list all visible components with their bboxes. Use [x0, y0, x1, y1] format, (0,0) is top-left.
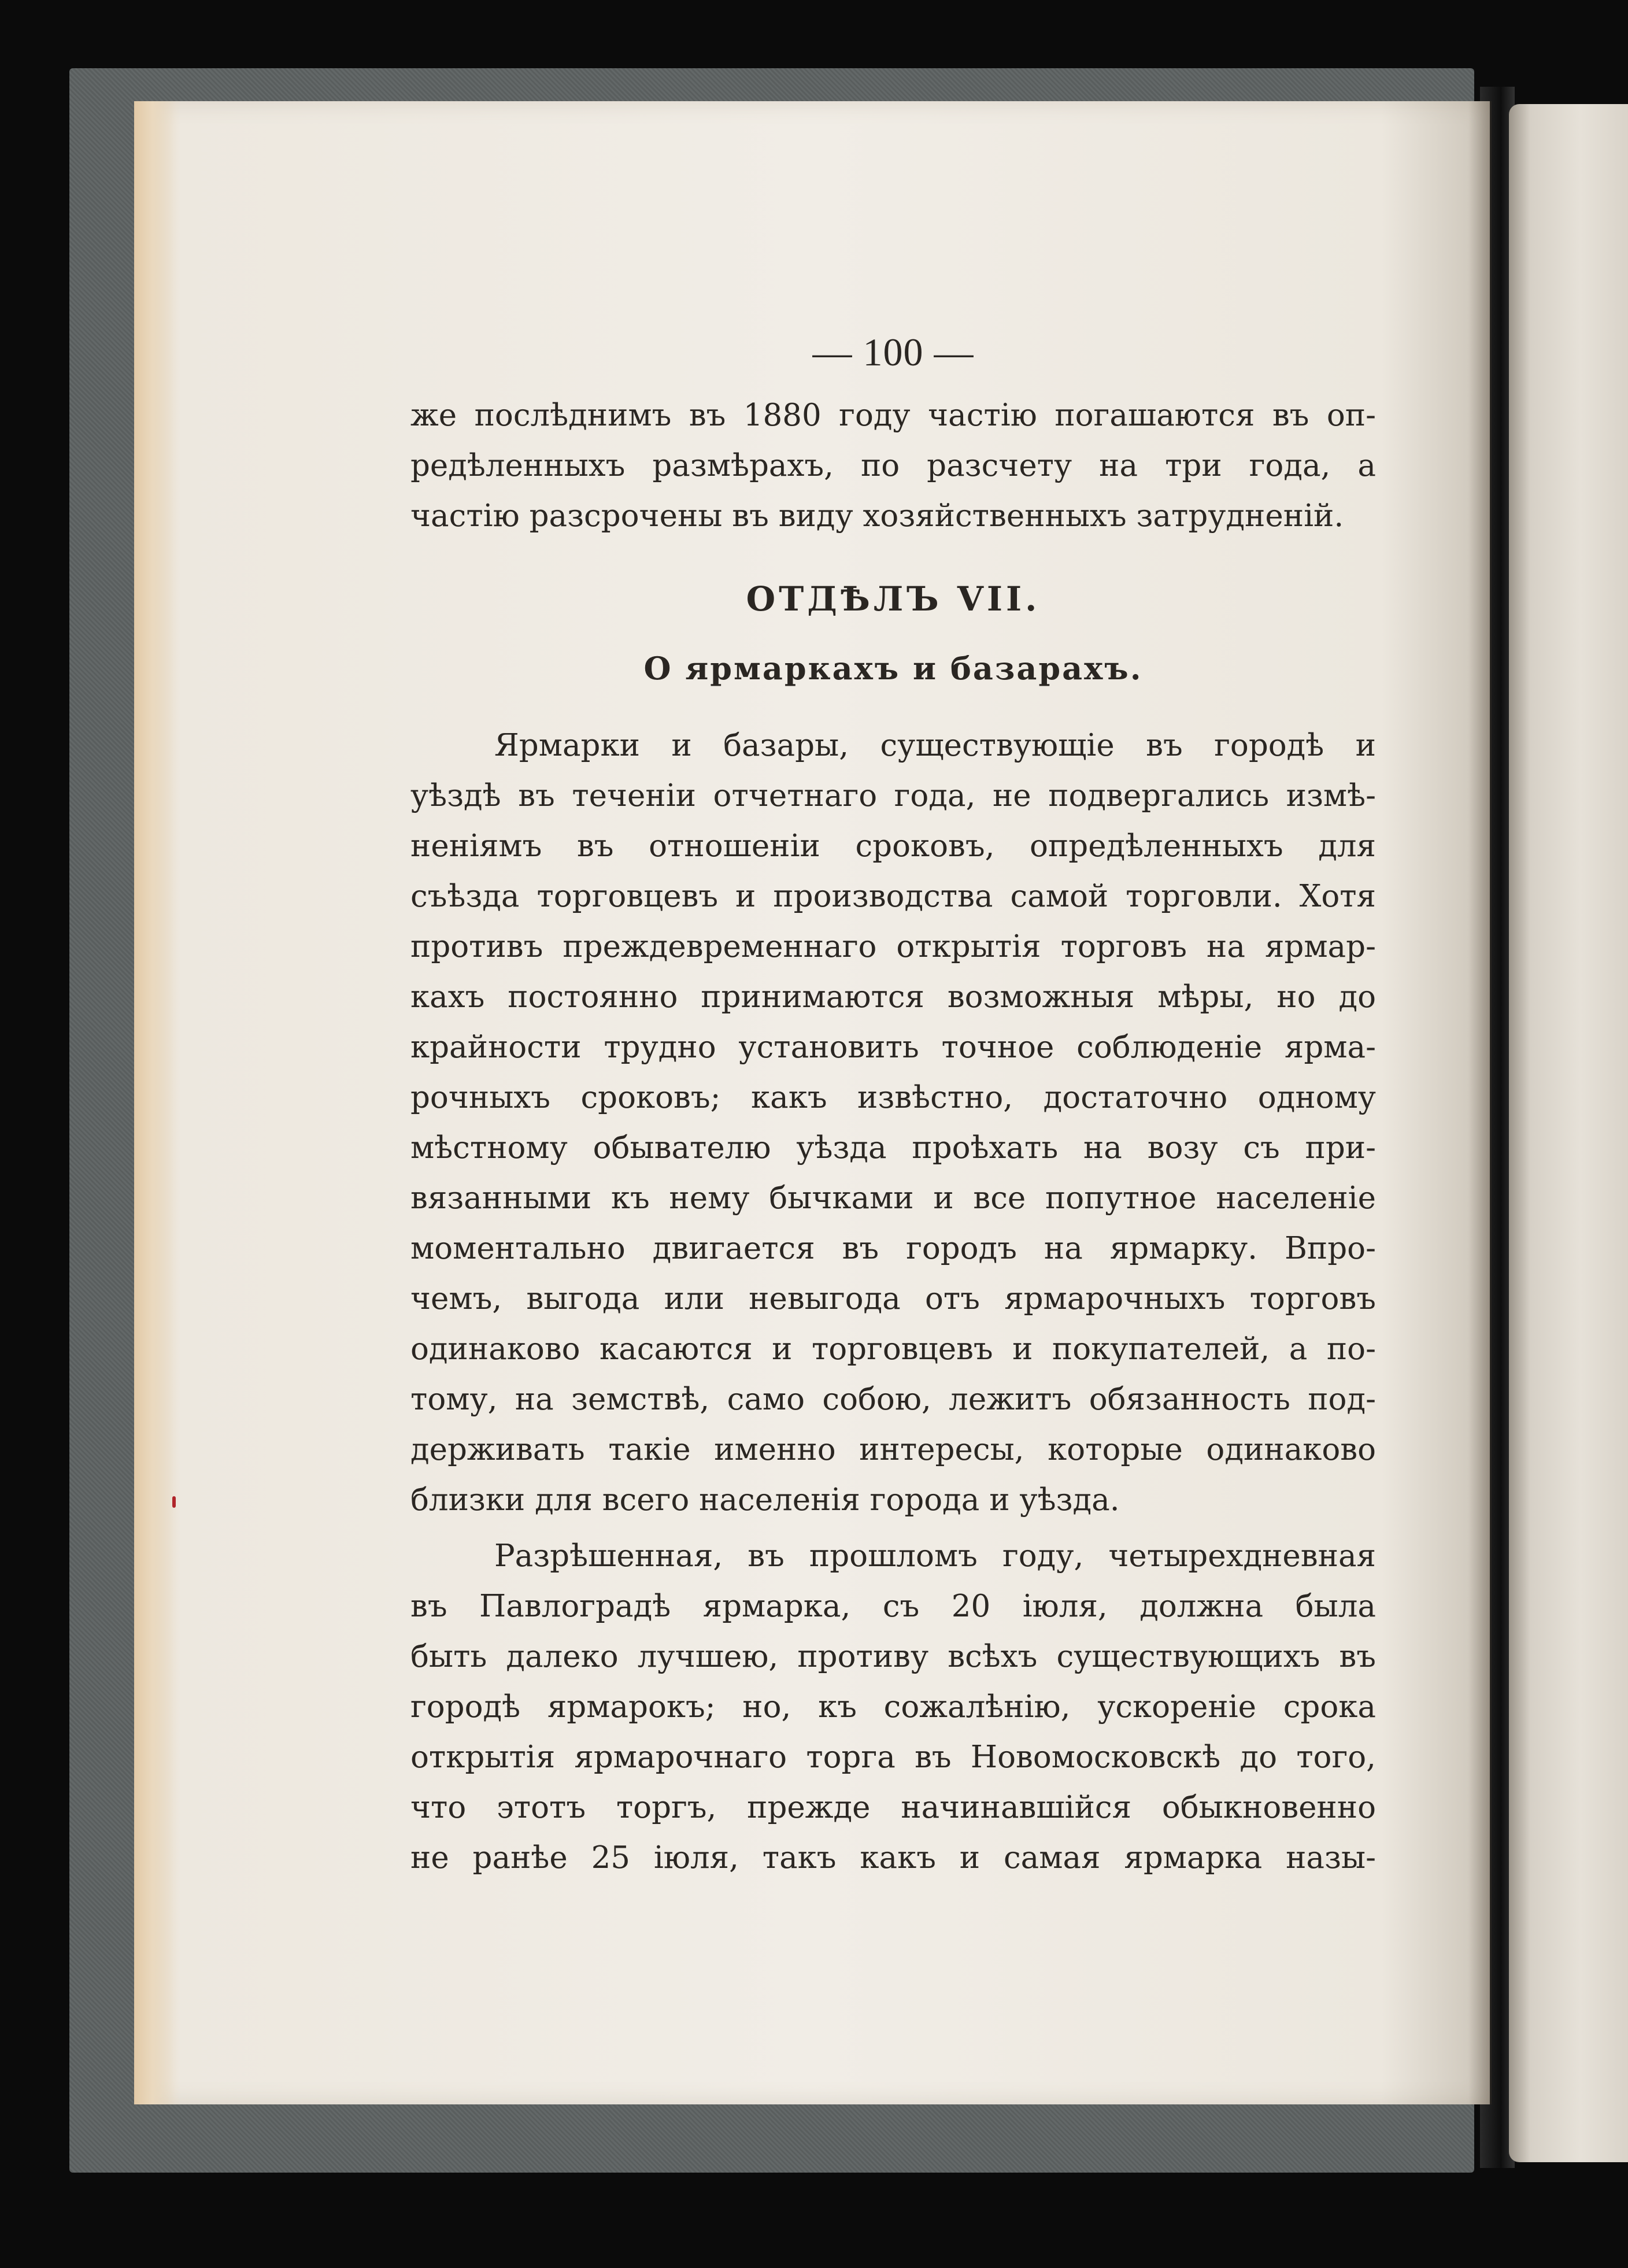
text-line: одинаково касаются и торговцевъ и покупателей, а по- — [410, 1331, 1376, 1367]
page-text-block — [410, 330, 1376, 1883]
section-heading: ОТДѢЛЪ VII. — [746, 579, 1041, 619]
text-line: быть далеко лучшею, противу всѣхъ существующихъ въ — [410, 1639, 1376, 1674]
page-number: — 100 — — [812, 330, 974, 374]
text-line: открытія ярмарочнаго торга въ Новомосковскѣ до того, — [410, 1740, 1376, 1775]
text-line: частію разсрочены въ виду хозяйственныхъ затрудненій. — [410, 498, 1344, 534]
text-line: съѣзда торговцевъ и производства самой торговли. Хотя — [410, 879, 1376, 914]
text-line: моментально двигается въ городъ на ярмарку. Впро- — [410, 1231, 1376, 1266]
facing-page-edge — [1509, 104, 1628, 2162]
text-line: Ярмарки и базары, существующіе въ городѣ и — [494, 728, 1376, 763]
text-line: что этотъ торгъ, прежде начинавшійся обыкновенно — [410, 1790, 1376, 1825]
text-line: городѣ ярмарокъ; но, къ сожалѣнію, ускореніе срока — [410, 1689, 1376, 1725]
text-line: противъ преждевременнаго открытія торговъ на ярмар- — [410, 929, 1376, 964]
paragraph-pavlograd-fair — [410, 1531, 1376, 1883]
text-line: держивать такіе именно интересы, которые одинаково — [410, 1432, 1376, 1467]
text-line: близки для всего населенія города и уѣзда. — [410, 1482, 1120, 1518]
text-line: уѣздѣ въ теченіи отчетнаго года, не подвергались измѣ- — [410, 778, 1376, 813]
text-line: Разрѣшенная, въ прошломъ году, четырехдневная — [494, 1538, 1376, 1574]
intro-paragraph — [410, 390, 1376, 541]
text-line: рочныхъ сроковъ; какъ извѣстно, достаточно одному — [410, 1080, 1376, 1115]
page-spine-shadow — [1468, 101, 1492, 2104]
text-line: редѣленныхъ размѣрахъ, по разсчету на три года, а — [410, 448, 1376, 483]
text-line: же послѣднимъ въ 1880 году частію погашаются въ оп- — [410, 398, 1376, 433]
subsection-heading: О ярмаркахъ и базарахъ. — [643, 650, 1143, 687]
text-line: мѣстному обывателю уѣзда проѣхать на возу съ при- — [410, 1130, 1376, 1166]
text-line: кахъ постоянно принимаются возможныя мѣры, но до — [410, 979, 1376, 1015]
paragraph-fairs-and-markets — [410, 720, 1376, 1525]
page-yellowed-edge — [134, 101, 180, 2104]
text-line: вязанными къ нему бычками и все попутное населеніе — [410, 1181, 1376, 1216]
text-line: чемъ, выгода или невыгода отъ ярмарочныхъ торговъ — [410, 1281, 1376, 1316]
text-line: крайности трудно установить точное соблюденіе ярма- — [410, 1030, 1376, 1065]
text-line: не ранѣе 25 іюля, такъ какъ и самая ярмарка назы- — [410, 1840, 1376, 1875]
text-line: тому, на земствѣ, само собою, лежитъ обязанность под- — [410, 1382, 1376, 1417]
text-line: въ Павлоградѣ ярмарка, съ 20 іюля, должна была — [410, 1589, 1376, 1624]
red-ink-mark — [172, 1496, 176, 1508]
text-line: неніямъ въ отношеніи сроковъ, опредѣленныхъ для — [410, 828, 1376, 864]
